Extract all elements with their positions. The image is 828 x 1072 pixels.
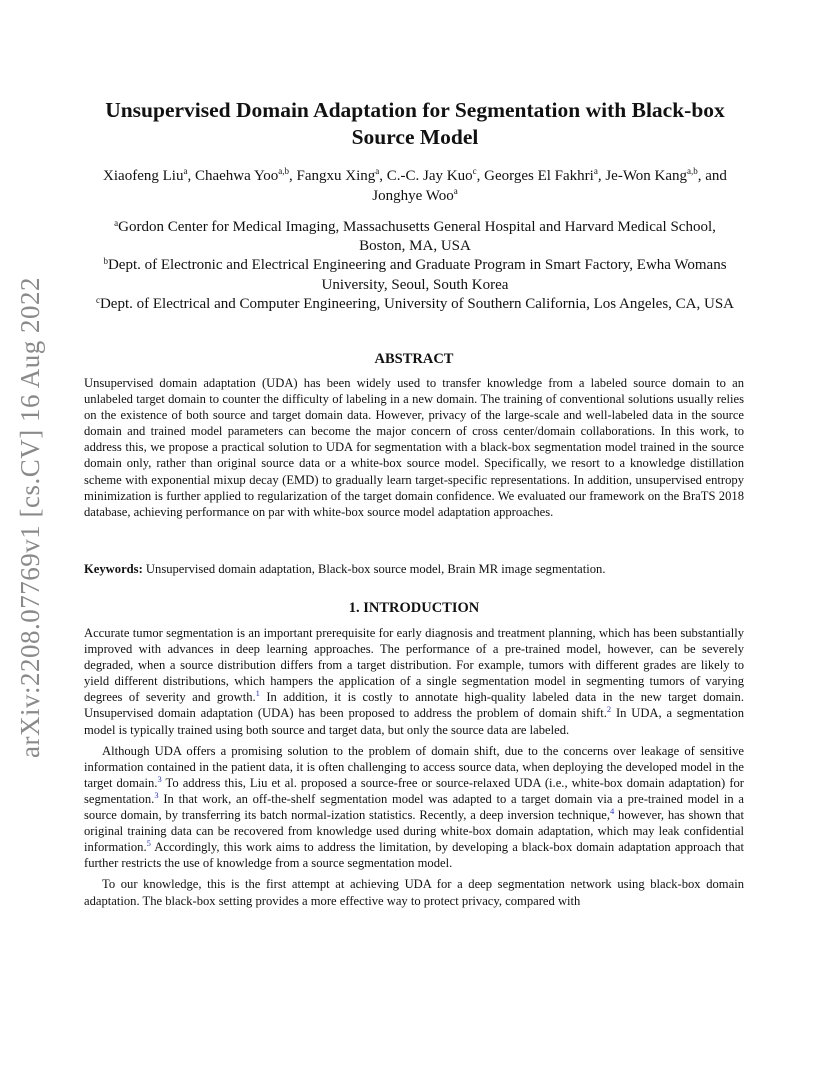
author-name: Chaehwa Yoo xyxy=(194,168,279,184)
keywords-text: Unsupervised domain adaptation, Black-box source model, Brain MR image segmentation. xyxy=(145,562,606,576)
citation-link[interactable]: 4 xyxy=(610,806,615,817)
affiliation-mark: c xyxy=(95,294,100,305)
affiliation-text: Dept. of Electrical and Computer Engineering, University of Southern California, Los Angeles, CA, USA xyxy=(99,295,735,312)
affiliation-line xyxy=(90,256,740,294)
abstract-heading: ABSTRACT xyxy=(374,351,454,367)
author-name: Je-Won Kang xyxy=(605,168,688,184)
author-name: Georges El Fakhri xyxy=(484,168,594,184)
author-name: Xiaofeng Liu xyxy=(103,168,184,184)
citation-link[interactable]: 5 xyxy=(146,838,151,849)
introduction-body xyxy=(84,625,744,914)
affiliations xyxy=(90,218,740,314)
citation-link[interactable]: 1 xyxy=(255,688,260,699)
author-affiliation-mark: a,b xyxy=(278,166,290,176)
citation-link[interactable]: 3 xyxy=(157,773,162,784)
author-list: Xiaofeng Liu$^a$, Chaehwa Yoo$^{a,b}$, Fangxu Xing$^a$, C.-C. Jay Kuo$^c$, Georges El Fakhri$^a$, Je-Won Kang$^{a,b}$, and Jonghye Woo$^a$ xyxy=(103,166,727,204)
author-affiliation-mark: c xyxy=(472,166,477,176)
arxiv-identifier[interactable]: arXiv:2208.07769v1 [cs.CV] 16 Aug 2022 xyxy=(15,277,45,758)
intro-paragraph: Accurate tumor segmentation is an important prerequisite for early diagnosis and treatment planning, which has been substantially improved with advances in deep learning approaches. The performance of a pre-trained model, however, can be severely degraded, when a source distribution differs from a target distribution. For example, tumors with different grades are likely to yield different distributions, which hampers the application of a single segmentation model in segmenting tumors of varying degrees of severity and growth.$^1$ In addition, it is costly to annotate high-quality labeled data in the new target domain. Unsupervised domain adaptation (UDA) has been proposed to address the problem of domain shift.$^2$ In UDA, a segmentation model is typically trained using both source and target data, but only the source data are labeled. xyxy=(84,626,745,737)
author-affiliation-mark: a,b xyxy=(687,166,698,176)
author-affiliation-mark: a xyxy=(453,186,458,196)
intro-paragraph: Although UDA offers a promising solution to the problem of domain shift, due to the concerns over leakage of sensitive information contained in the patient data, it is often challenging to access source data, when deploying the developed model in the target domain.$^3$ To address this, Liu et al. proposed a source-free or source-relaxed UDA (i.e., white-box domain adaptation) for segmentation.$^3$ In that work, an off-the-shelf segmentation model was adapted to a target domain via a pre-trained model in a source domain, by transferring its batch normal-ization statistics. Recently, a deep inversion technique,$^4$ however, has shown that original training data can be recovered from knowledge used during white-box domain adaptation, which may leak confidential information.$^5$ Accordingly, this work aims to address the limitation, by developing a black-box domain adaptation approach that further restricts the use of knowledge from a source segmentation model. xyxy=(84,743,745,871)
affiliation-line xyxy=(90,295,740,314)
author-name: Jonghye Woo xyxy=(372,188,454,204)
intro-paragraph: To our knowledge, this is the first attempt at achieving UDA for a deep segmentation network using black-box domain adaptation. The black-box setting provides a more effective way to protect privacy, compared with xyxy=(84,877,744,908)
author-name: C.-C. Jay Kuo xyxy=(386,168,473,184)
paper-title: Unsupervised Domain Adaptation for Segmentation with Black-box Source Model xyxy=(105,98,725,149)
author-affiliation-mark: a xyxy=(375,166,380,176)
author-affiliation-mark: a xyxy=(183,166,188,176)
citation-link[interactable]: 2 xyxy=(606,704,612,715)
citation-link[interactable]: 3 xyxy=(154,789,159,800)
affiliation-mark: a xyxy=(114,218,119,228)
affiliation-mark: b xyxy=(103,256,108,267)
affiliation-line xyxy=(90,218,740,256)
affiliation-text: Dept. of Electronic and Electrical Engineering and Graduate Program in Smart Factory, Ewha Womans University, Seoul, South Korea xyxy=(107,257,727,293)
keywords xyxy=(84,561,744,577)
author-name: Fangxu Xing xyxy=(296,168,376,184)
author-affiliation-mark: a xyxy=(593,166,598,176)
affiliation-text: Gordon Center for Medical Imaging, Massachusetts General Hospital and Harvard Medical School, Boston, MA, USA xyxy=(118,219,716,255)
keywords-label: Keywords: xyxy=(84,562,143,576)
abstract-body: Unsupervised domain adaptation (UDA) has been widely used to transfer knowledge from a labeled source domain to an unlabeled target domain to counter the difficulty of labeling in a new domain. The training of conventional solutions usually relies on the existence of both source and target domain data. However, privacy of the large-scale and well-labeled data in the source domain and trained model parameters can become the major concern of cross center/domain collaborations. In this work, to address this, we propose a practical solution to UDA for segmentation with a black-box segmentation model trained in the source domain only, rather than original source data or a white-box source model. Specifically, we resort to a knowledge distillation scheme with exponential mixup decay (EMD) to gradually learn target-specific representations. In addition, unsupervised entropy minimization is further applied to regularization of the target domain confidence. We evaluated our framework on the BraTS 2018 database, achieving performance on par with white-box source model adaptation approaches. xyxy=(84,376,744,519)
introduction-heading: 1. INTRODUCTION xyxy=(348,600,480,616)
